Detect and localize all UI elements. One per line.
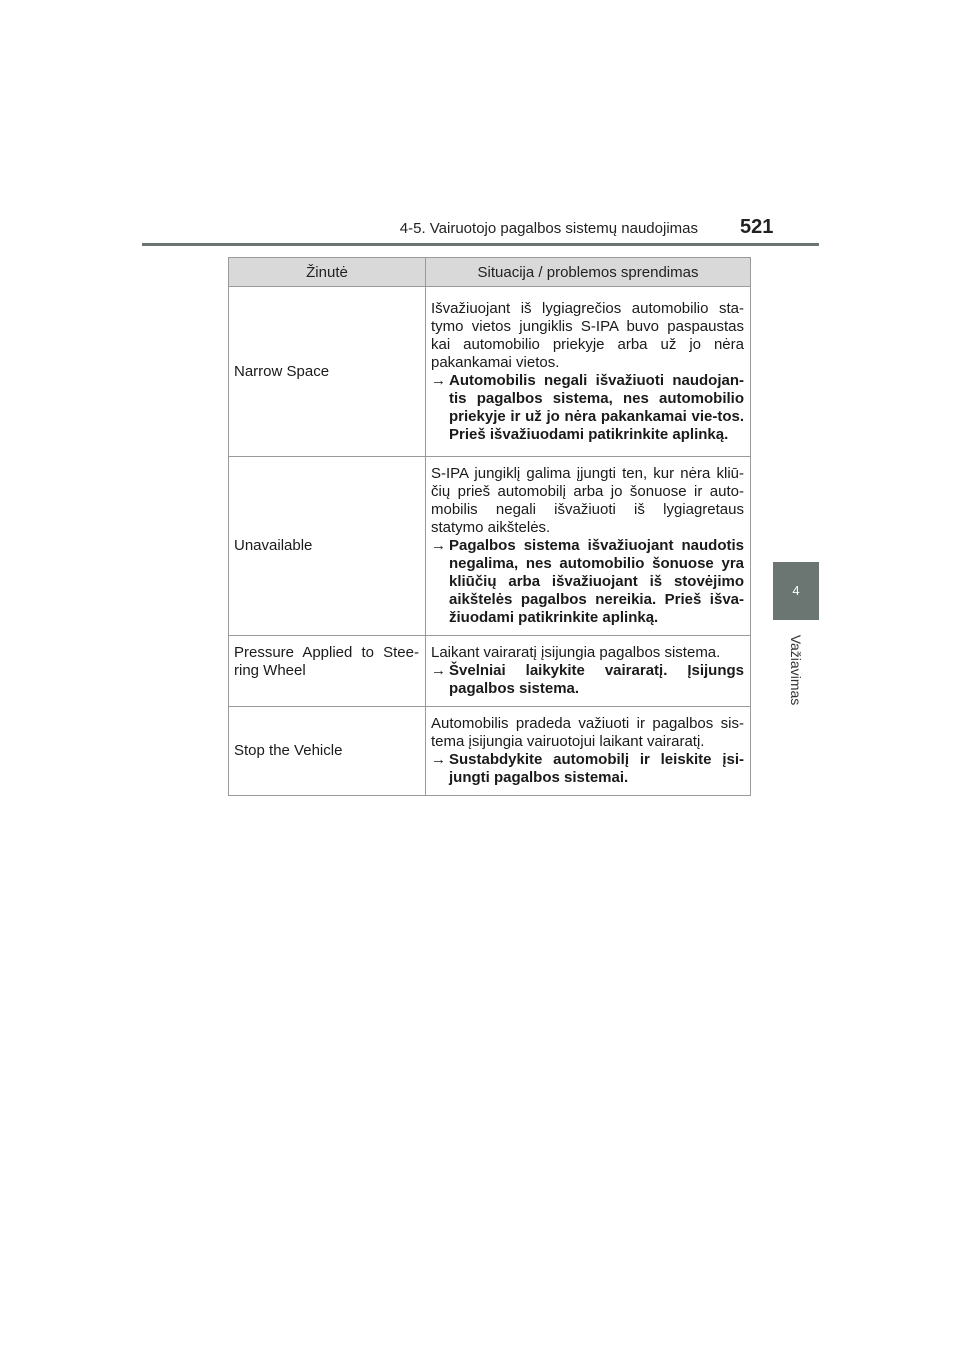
header-divider <box>142 243 819 246</box>
situation-cell <box>426 457 751 636</box>
chapter-tab: 4 <box>773 562 819 620</box>
table-row <box>229 287 751 457</box>
message-cell <box>229 707 426 796</box>
table-row <box>229 707 751 796</box>
situation-description: Išvažiuojant iš lygiagrečios automobilio sta-tymo vietos jungiklis S-IPA buvo paspaustas kai automobilio priekyje arba už jo nėra pakankamai vietos. <box>431 299 744 371</box>
solution-text: Sustabdykite automobilį ir leiskite įsi-jungti pagalbos sistemai. <box>449 751 744 786</box>
column-header-situation: Situacija / problemos sprendimas <box>426 258 751 287</box>
solution <box>431 372 744 444</box>
situation-cell <box>426 636 751 707</box>
table-row <box>229 636 751 707</box>
table-row <box>229 457 751 636</box>
solution <box>431 751 744 787</box>
situation-cell <box>426 707 751 796</box>
messages-table <box>228 257 751 796</box>
message-text: Stop the Vehicle <box>234 742 343 759</box>
arrow-right-icon: → <box>431 751 446 768</box>
situation-description: Automobilis pradeda važiuoti ir pagalbos sis-tema įsijungia vairuotojui laikant vairaratį. <box>431 715 744 750</box>
page-number: 521 <box>740 216 774 238</box>
solution <box>431 662 744 698</box>
message-cell <box>229 636 426 707</box>
solution-text: Švelniai laikykite vairaratį. Įsijungs pagalbos sistema. <box>449 662 744 697</box>
arrow-right-icon: → <box>431 662 446 679</box>
table-header-row <box>229 258 751 287</box>
arrow-right-icon: → <box>431 537 446 554</box>
page-header <box>0 0 960 250</box>
message-text: Narrow Space <box>234 362 330 380</box>
message-text: Pressure Applied to Stee-ring Wheel <box>234 644 419 679</box>
message-cell <box>229 287 426 457</box>
chapter-label: Važiavimas <box>788 634 804 706</box>
situation-description: Laikant vairaratį įsijungia pagalbos sistema. <box>431 644 721 661</box>
situation-description: S-IPA jungiklį galima įjungti ten, kur nėra kliū-čių prieš automobilį arba jo šonuose ir auto-mobilis negali išvažiuoti iš lygiagretaus statymo aikštelės. <box>431 465 744 536</box>
column-header-message: Žinutė <box>229 258 426 287</box>
solution <box>431 537 744 627</box>
message-cell <box>229 457 426 636</box>
messages-table-container <box>228 257 750 796</box>
solution-text: Automobilis negali išvažiuoti naudojan-tis pagalbos sistema, nes automobilio priekyje ir už jo nėra pakankamai vie-tos. Prieš išvažiuodami patikrinkite aplinką. <box>449 371 744 443</box>
situation-cell <box>426 287 751 457</box>
solution-text: Pagalbos sistema išvažiuojant naudotis negalima, nes automobilio šonuose yra kliūčių arba išvažiuojant iš stovėjimo aikštelės pagalbos nereikia. Prieš išva-žiuodami patikrinkite aplinką. <box>449 537 744 626</box>
arrow-right-icon: → <box>431 371 446 389</box>
section-title: 4-5. Vairuotojo pagalbos sistemų naudojimas <box>399 220 698 237</box>
message-text: Unavailable <box>234 537 313 554</box>
